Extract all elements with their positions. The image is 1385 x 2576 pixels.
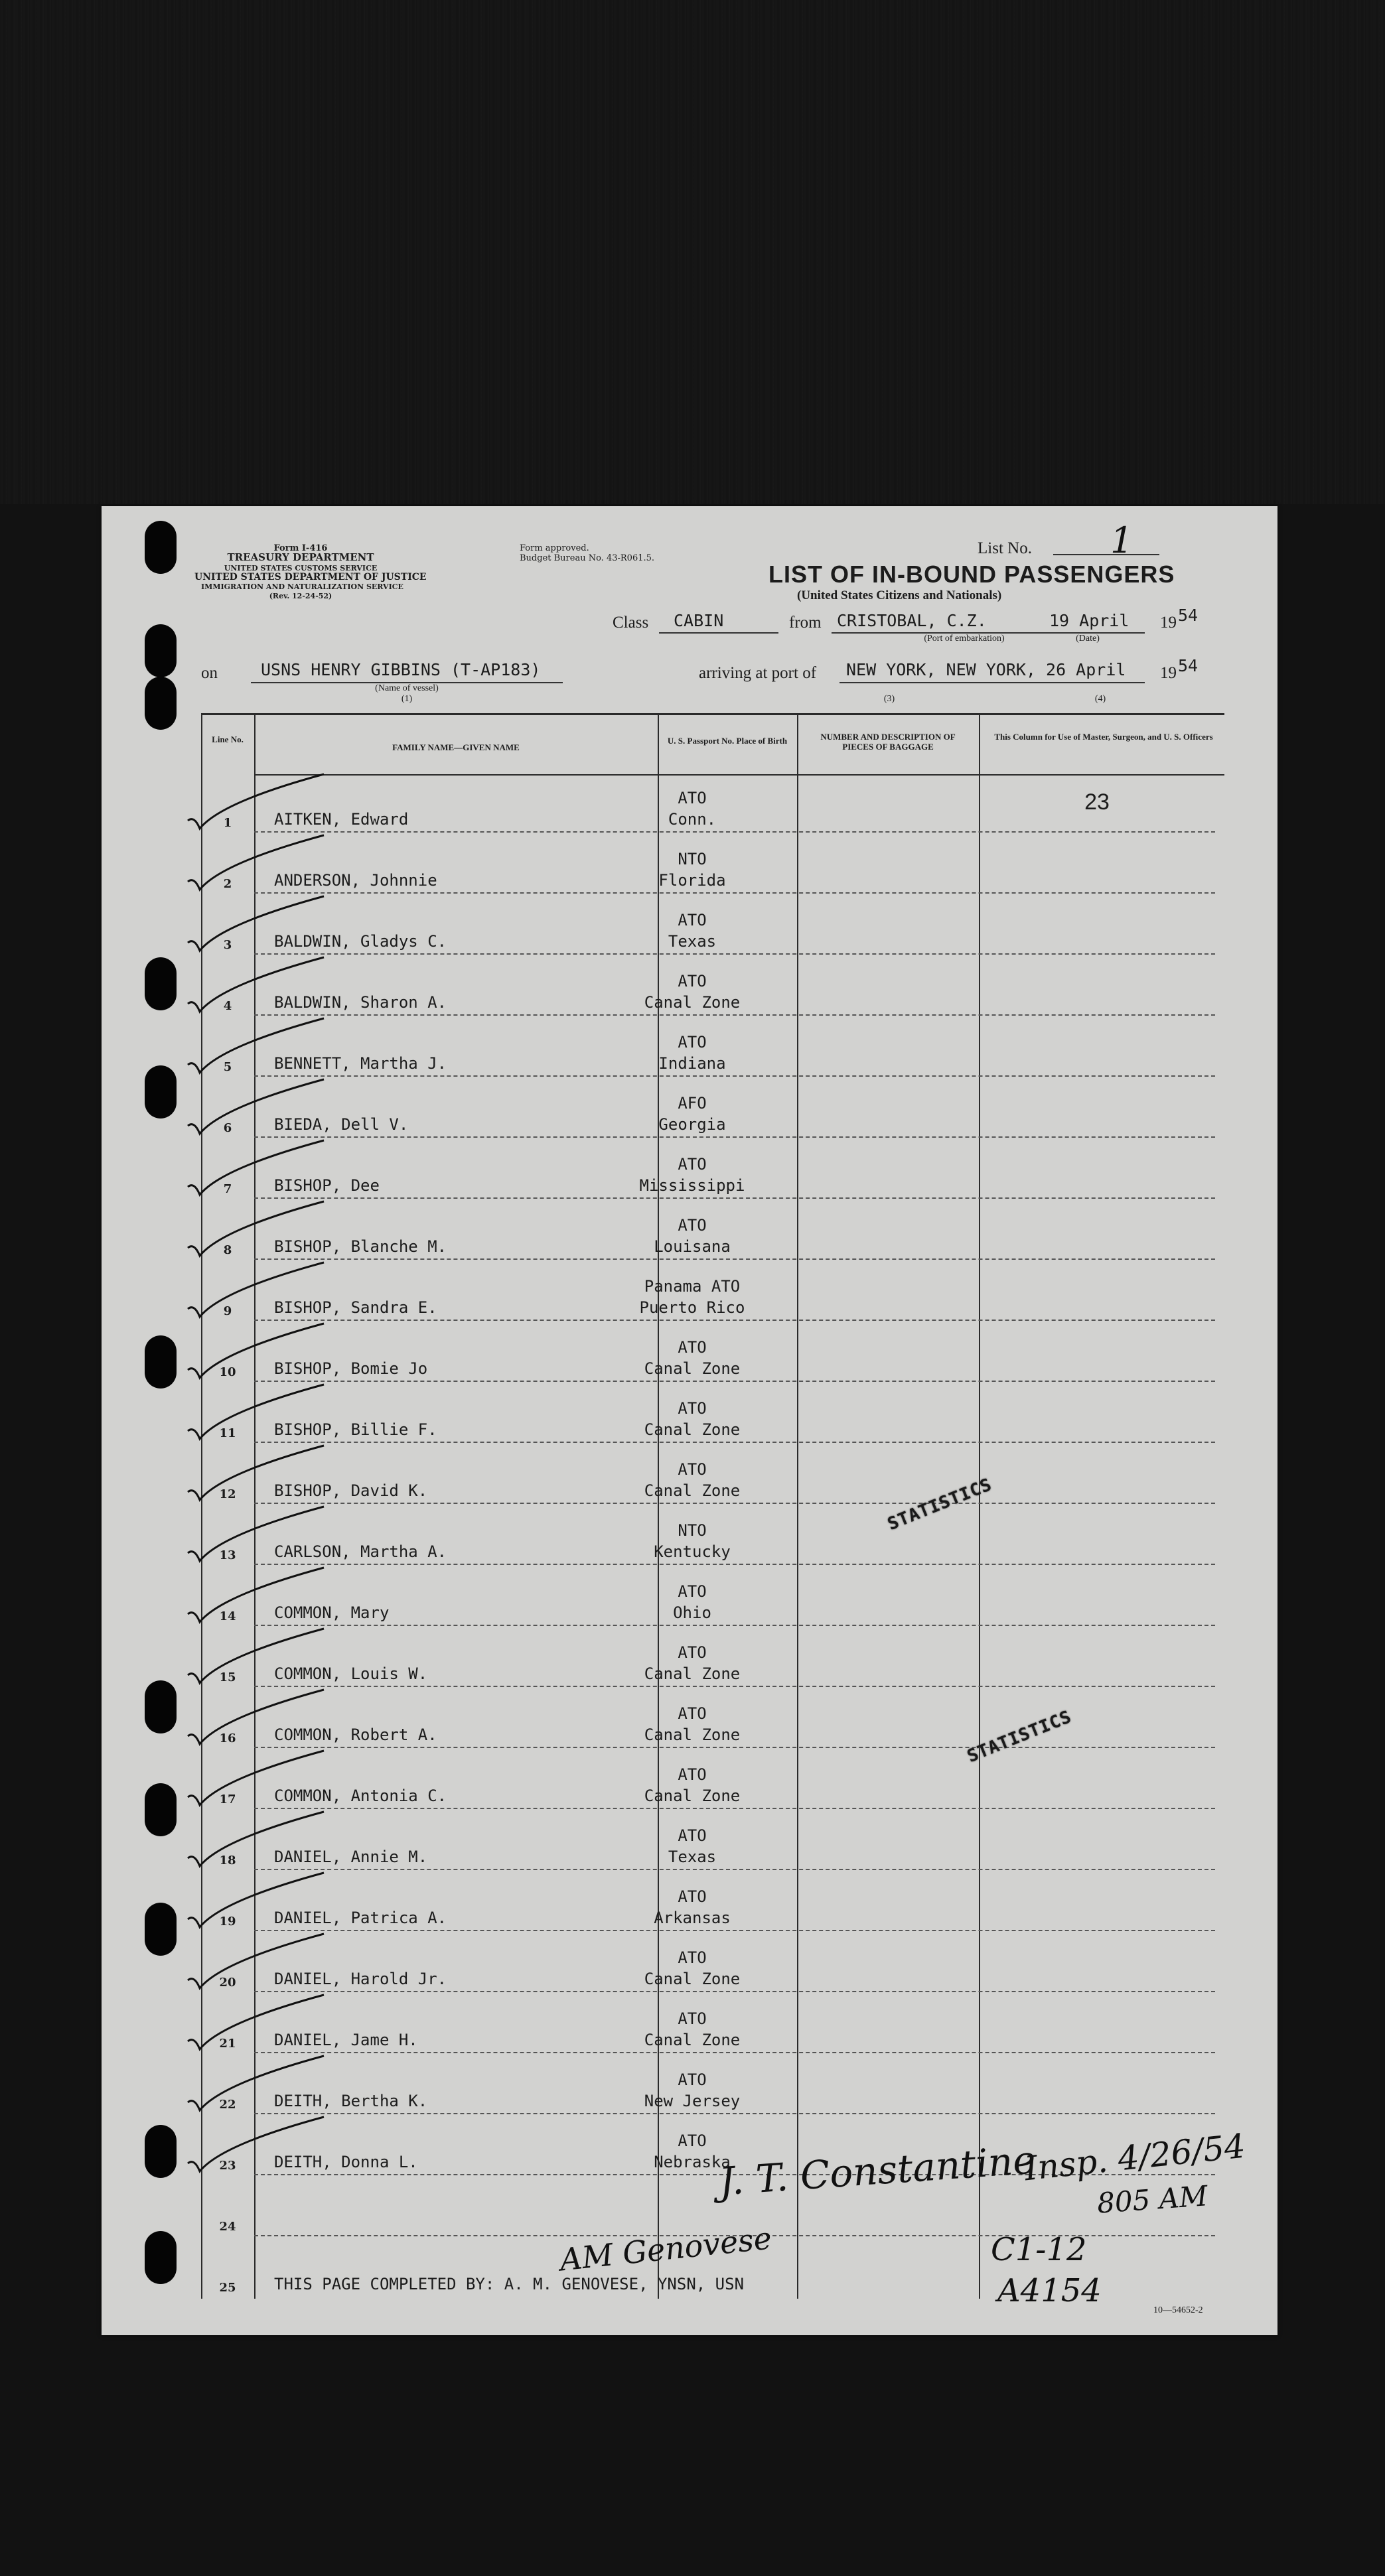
line-number: 15 xyxy=(219,1670,236,1684)
passport-code: ATO xyxy=(678,1399,707,1418)
treasury-dept: TREASURY DEPARTMENT xyxy=(227,551,374,563)
passenger-name: BALDWIN, Gladys C. xyxy=(274,932,447,951)
place-of-birth: Canal Zone xyxy=(644,1970,741,1988)
handwritten-code: C1-12 xyxy=(991,2231,1087,2268)
place-of-birth: Mississippi xyxy=(639,1176,745,1195)
passenger-name: COMMON, Antonia C. xyxy=(274,1787,447,1805)
checkmark-icon xyxy=(181,1135,334,1201)
checkmark-icon xyxy=(181,2112,334,2178)
checkmark-icon xyxy=(181,1257,334,1323)
checkmark-icon xyxy=(181,1196,334,1262)
class-underline xyxy=(659,632,778,634)
table-top-border xyxy=(201,713,1224,715)
line-number: 23 xyxy=(219,2159,236,2173)
row-divider xyxy=(254,1320,1215,1321)
checkmark-icon xyxy=(181,1990,334,2056)
table-row xyxy=(201,1751,1224,1812)
punch-hole xyxy=(145,1680,177,1733)
form-id: Form I-416 xyxy=(273,543,328,553)
place-of-birth: Texas xyxy=(668,1848,717,1866)
line-number: 11 xyxy=(219,1426,236,1440)
place-of-birth: Conn. xyxy=(668,810,717,829)
checkmark-icon xyxy=(181,1074,334,1140)
row-divider xyxy=(254,1625,1215,1626)
line-number: 13 xyxy=(219,1548,236,1562)
table-row xyxy=(201,1629,1224,1690)
punch-hole xyxy=(145,1903,177,1956)
place-of-birth: Canal Zone xyxy=(644,2031,741,2049)
checkmark-icon xyxy=(181,1867,334,1934)
punch-hole xyxy=(145,1783,177,1836)
passport-code: ATO xyxy=(678,1948,707,1967)
punch-hole xyxy=(145,1065,177,1119)
arrival-year-prefix: 19 xyxy=(1160,664,1177,682)
passport-code: ATO xyxy=(678,2132,707,2150)
table-row xyxy=(201,1507,1224,1568)
passport-code: NTO xyxy=(678,1521,707,1540)
checkmark-icon xyxy=(181,1929,334,1995)
handwritten-code: A4154 xyxy=(997,2272,1102,2309)
passenger-name: DEITH, Donna L. xyxy=(274,2153,418,2171)
col-officers: This Column for Use of Master, Surgeon, and U. S. Officers xyxy=(994,732,1213,742)
passenger-name: BISHOP, Blanche M. xyxy=(274,1237,447,1256)
checkmark-icon xyxy=(181,1440,334,1507)
punch-hole xyxy=(145,1335,177,1389)
passport-code: ATO xyxy=(678,2009,707,2028)
row-divider xyxy=(254,1869,1215,1870)
col-passport: U. S. Passport No. Place of Birth xyxy=(667,736,788,746)
list-no-underline xyxy=(1053,554,1159,555)
table-row xyxy=(201,1262,1224,1323)
table-row xyxy=(201,1934,1224,1995)
line-number: 14 xyxy=(219,1609,236,1623)
place-of-birth: Puerto Rico xyxy=(639,1298,745,1317)
class-label: Class xyxy=(613,614,649,632)
passport-code: ATO xyxy=(678,1826,707,1845)
line-number: 1 xyxy=(223,816,232,830)
place-of-birth: Louisana xyxy=(654,1237,731,1256)
checkmark-icon xyxy=(181,1806,334,1873)
row-divider xyxy=(254,1442,1215,1443)
passenger-name: BISHOP, Billie F. xyxy=(274,1420,437,1439)
arrival-year: 54 xyxy=(1178,656,1199,675)
table-row xyxy=(201,896,1224,957)
row-divider xyxy=(254,1564,1215,1565)
line-number: 24 xyxy=(219,2220,236,2234)
passenger-name: BALDWIN, Sharon A. xyxy=(274,993,447,1012)
table-row xyxy=(201,1079,1224,1140)
passport-code: ATO xyxy=(678,1216,707,1235)
place-of-birth: Canal Zone xyxy=(644,1481,741,1500)
passenger-name: THIS PAGE COMPLETED BY: A. M. GENOVESE, YNSN, USN xyxy=(274,2275,745,2293)
passport-code: ATO xyxy=(678,1033,707,1051)
passenger-name: COMMON, Louis W. xyxy=(274,1664,428,1683)
line-number: 10 xyxy=(219,1365,236,1379)
form-revision: (Rev. 12-24-52) xyxy=(269,592,332,600)
row-divider xyxy=(254,2113,1215,2114)
line-number: 3 xyxy=(223,938,232,952)
place-of-birth: Kentucky xyxy=(654,1542,731,1561)
inspector-signature: J. T. Constantine xyxy=(717,2137,1037,2204)
print-code: 10—54652-2 xyxy=(1153,2305,1203,2315)
col-baggage: NUMBER AND DESCRIPTION OF PIECES OF BAGGAGE xyxy=(820,732,956,752)
row-divider xyxy=(254,953,1215,955)
table-row xyxy=(201,1385,1224,1446)
inspection-time: 805 AM xyxy=(1096,2179,1209,2220)
embarkation-date: 19 April xyxy=(1049,611,1130,630)
line-number: 12 xyxy=(219,1487,236,1501)
officer-column-number-top: (4) xyxy=(1094,694,1106,704)
place-of-birth: Nebraska xyxy=(654,2153,731,2171)
checkmark-icon xyxy=(181,830,334,896)
from-label: from xyxy=(789,614,822,632)
list-no-label: List No. xyxy=(978,539,1032,557)
table-row xyxy=(201,957,1224,1018)
place-of-birth: Indiana xyxy=(658,1054,726,1073)
punch-hole xyxy=(145,677,177,730)
passenger-name: CARLSON, Martha A. xyxy=(274,1542,447,1561)
row-divider xyxy=(254,2052,1215,2053)
statistics-stamp: STATISTICS xyxy=(964,1706,1075,1767)
passenger-name: COMMON, Robert A. xyxy=(274,1726,437,1744)
arrival-port: NEW YORK, NEW YORK, 26 April xyxy=(846,660,1126,679)
passport-code: ATO xyxy=(678,1887,707,1906)
passport-code: ATO xyxy=(678,1460,707,1479)
checkmark-icon xyxy=(181,1501,334,1568)
checkmark-icon xyxy=(181,1562,334,1629)
place-of-birth: Texas xyxy=(668,932,717,951)
row-divider xyxy=(254,1258,1215,1260)
row-divider xyxy=(254,1014,1215,1016)
table-row xyxy=(201,774,1224,835)
line-number: 7 xyxy=(223,1182,232,1196)
row-divider xyxy=(254,1075,1215,1077)
budget-bureau: Budget Bureau No. 43-R061.5. xyxy=(520,553,655,563)
row-divider xyxy=(254,1991,1215,1992)
line-number: 21 xyxy=(219,2037,236,2051)
place-of-birth: Georgia xyxy=(658,1115,726,1134)
col-line-no: Line No. xyxy=(212,734,244,744)
table-row xyxy=(201,1812,1224,1873)
passenger-name: DANIEL, Jame H. xyxy=(274,2031,418,2049)
passenger-name: BISHOP, David K. xyxy=(274,1481,428,1500)
place-of-birth: Canal Zone xyxy=(644,1787,741,1805)
checkmark-icon xyxy=(181,891,334,957)
punch-hole xyxy=(145,957,177,1010)
officer-note: 23 xyxy=(1084,789,1110,815)
table-row xyxy=(201,2056,1224,2117)
table-row xyxy=(201,835,1224,896)
table-row xyxy=(201,1873,1224,1934)
arrival-underline xyxy=(839,682,1145,683)
passport-code: ATO xyxy=(678,789,707,807)
line-number: 2 xyxy=(223,877,232,891)
line-number: 18 xyxy=(219,1854,236,1867)
arriving-label: arriving at port of xyxy=(699,664,817,682)
row-divider xyxy=(254,1197,1215,1199)
form-title: LIST OF IN-BOUND PASSENGERS xyxy=(768,561,1175,588)
form-subtitle: (United States Citizens and Nationals) xyxy=(797,588,1002,602)
vessel-caption: (Name of vessel) xyxy=(375,683,439,693)
completer-signature: AM Genovese xyxy=(558,2220,774,2278)
punch-hole xyxy=(145,521,177,574)
place-of-birth: Florida xyxy=(658,871,726,890)
line-number: 4 xyxy=(223,999,232,1013)
row-divider xyxy=(254,1747,1215,1748)
table-row xyxy=(201,1323,1224,1385)
passenger-list-page xyxy=(102,506,1277,2335)
vessel-column-number: (1) xyxy=(401,694,413,704)
passenger-table xyxy=(201,713,1224,2299)
line-number: 20 xyxy=(219,1976,236,1990)
line-number: 8 xyxy=(223,1243,232,1257)
place-of-birth: Canal Zone xyxy=(644,1359,741,1378)
row-divider xyxy=(254,1930,1215,1931)
date-year: 54 xyxy=(1178,606,1199,625)
passport-code: Panama ATO xyxy=(644,1277,741,1296)
justice-dept: UNITED STATES DEPARTMENT OF JUSTICE xyxy=(194,572,427,582)
place-of-birth: Ohio xyxy=(673,1603,711,1622)
passport-code: ATO xyxy=(678,911,707,929)
list-no-value: 1 xyxy=(1110,519,1133,561)
punch-hole xyxy=(145,2231,177,2284)
table-row xyxy=(201,1995,1224,2056)
place-of-birth: Canal Zone xyxy=(644,1726,741,1744)
row-divider xyxy=(254,1686,1215,1687)
checkmark-icon xyxy=(181,1013,334,1079)
statistics-stamp: STATISTICS xyxy=(885,1474,995,1535)
passenger-name: BISHOP, Sandra E. xyxy=(274,1298,437,1317)
checkmark-icon xyxy=(181,769,334,835)
customs-service: UNITED STATES CUSTOMS SERVICE xyxy=(224,564,378,573)
col-name: FAMILY NAME—GIVEN NAME xyxy=(392,742,520,752)
passport-code: ATO xyxy=(678,1155,707,1174)
form-approved: Form approved. xyxy=(520,543,589,553)
passport-code: ATO xyxy=(678,1704,707,1723)
place-of-birth: New Jersey xyxy=(644,2092,741,2110)
vessel-name: USNS HENRY GIBBINS (T-AP183) xyxy=(261,660,541,679)
line-number: 6 xyxy=(223,1121,232,1135)
passenger-name: BIEDA, Dell V. xyxy=(274,1115,409,1134)
punch-hole xyxy=(145,624,177,677)
checkmark-icon xyxy=(181,1379,334,1446)
passport-code: ATO xyxy=(678,1338,707,1357)
checkmark-icon xyxy=(181,952,334,1018)
passport-code: AFO xyxy=(678,1094,707,1113)
passenger-name: AITKEN, Edward xyxy=(274,810,409,829)
arrival-column-number: (3) xyxy=(883,694,895,704)
line-number: 16 xyxy=(219,1731,236,1745)
checkmark-icon xyxy=(181,2051,334,2117)
passenger-name: DANIEL, Harold Jr. xyxy=(274,1970,447,1988)
passport-code: ATO xyxy=(678,972,707,990)
passenger-name: COMMON, Mary xyxy=(274,1603,390,1622)
passenger-name: ANDERSON, Johnnie xyxy=(274,871,437,890)
row-divider xyxy=(254,1136,1215,1138)
table-row xyxy=(201,1446,1224,1507)
checkmark-icon xyxy=(181,1318,334,1385)
passenger-name: BENNETT, Martha J. xyxy=(274,1054,447,1073)
row-divider xyxy=(254,1808,1215,1809)
date-caption: (Date) xyxy=(1076,634,1100,644)
passport-code: ATO xyxy=(678,1582,707,1601)
passport-code: ATO xyxy=(678,1765,707,1784)
class-value: CABIN xyxy=(674,611,724,630)
row-divider xyxy=(254,1503,1215,1504)
passenger-name: DANIEL, Patrica A. xyxy=(274,1909,447,1927)
embarkation-port: CRISTOBAL, C.Z. xyxy=(837,611,987,630)
table-row xyxy=(201,1568,1224,1629)
place-of-birth: Canal Zone xyxy=(644,993,741,1012)
place-of-birth: Arkansas xyxy=(654,1909,731,1927)
passport-code: ATO xyxy=(678,1643,707,1662)
line-number: 9 xyxy=(223,1304,232,1318)
date-year-prefix: 19 xyxy=(1160,614,1177,632)
passenger-name: BISHOP, Dee xyxy=(274,1176,380,1195)
punch-hole xyxy=(145,2125,177,2178)
passport-code: ATO xyxy=(678,2070,707,2089)
checkmark-icon xyxy=(181,1745,334,1812)
place-of-birth: Canal Zone xyxy=(644,1664,741,1683)
row-divider xyxy=(254,831,1215,833)
line-number: 5 xyxy=(223,1060,232,1074)
line-number: 25 xyxy=(219,2281,236,2295)
line-number: 22 xyxy=(219,2098,236,2112)
checkmark-icon xyxy=(181,1684,334,1751)
line-number: 19 xyxy=(219,1915,236,1929)
line-number: 17 xyxy=(219,1793,236,1806)
passenger-name: DEITH, Bertha K. xyxy=(274,2092,428,2110)
place-of-birth: Canal Zone xyxy=(644,1420,741,1439)
on-label: on xyxy=(201,664,218,682)
checkmark-icon xyxy=(181,1623,334,1690)
table-row xyxy=(201,1140,1224,1201)
passenger-name: DANIEL, Annie M. xyxy=(274,1848,428,1866)
table-row xyxy=(201,1201,1224,1262)
ins-service: IMMIGRATION AND NATURALIZATION SERVICE xyxy=(201,582,403,591)
row-divider xyxy=(254,1381,1215,1382)
table-row xyxy=(201,1018,1224,1079)
row-divider xyxy=(254,892,1215,894)
passport-code: NTO xyxy=(678,850,707,868)
microfilm-background xyxy=(0,0,1385,504)
embarkation-caption: (Port of embarkation) xyxy=(924,634,1005,644)
passenger-name: BISHOP, Bomie Jo xyxy=(274,1359,428,1378)
inspection-date: Insp. 4/26/54 xyxy=(1022,2126,1248,2189)
